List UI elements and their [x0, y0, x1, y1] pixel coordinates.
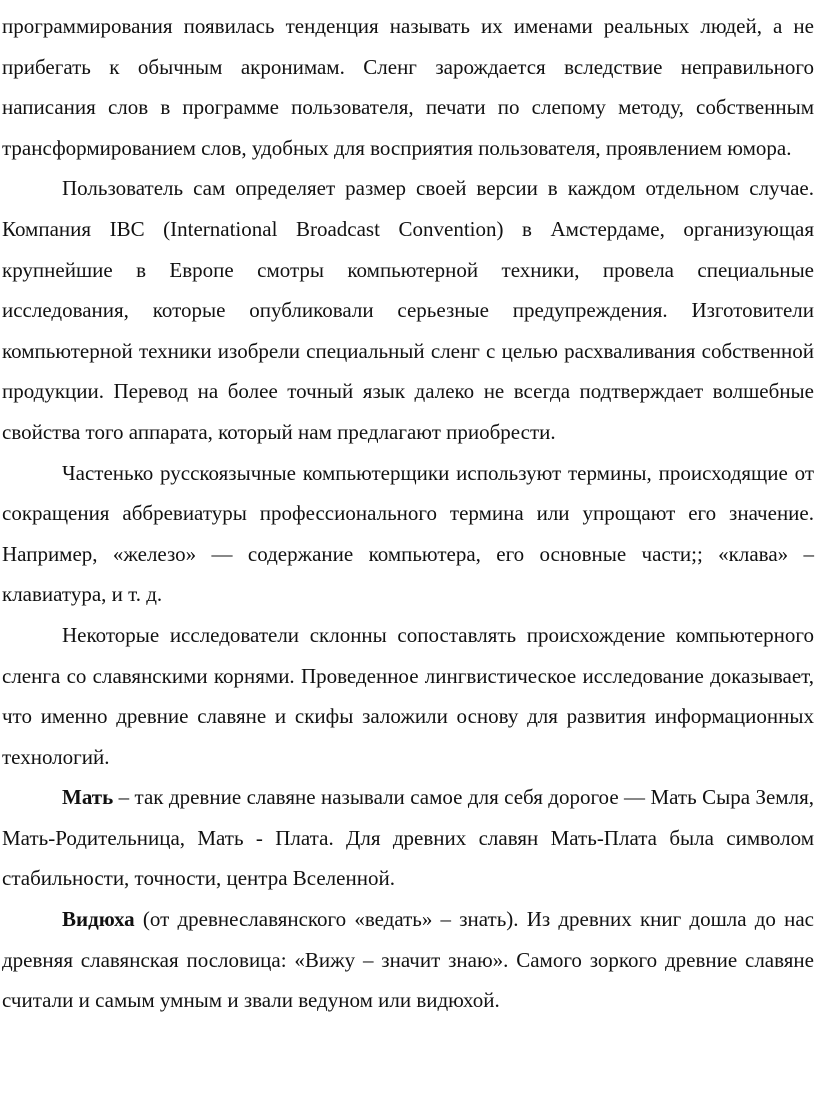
term-mat: Мать	[62, 785, 114, 810]
paragraph-3-text: Частенько русскоязычные компьютерщики используют термины, происходящие от сокращения аббревиатуры профессионального термина или упрощают его значение. Например, «железо» — содержание компьютера, его основные части;; «клава» – клавиатура, и т. д.	[2, 460, 814, 607]
term-vidyukha: Видюха	[62, 907, 135, 932]
paragraph-2-text: Пользователь сам определяет размер своей версии в каждом отдельном случае. Компания IBC (International Broadcast Convention) в Амстердаме, организующая крупнейшие в Европе смотры компьютерной техники, провела специальные исследования, которые опубликовали серьезные предупреждения. Изготовители компьютерной техники изобрели специальный сленг с целью расхваливания собственной продукции. Перевод на более точный язык далеко не всегда подтверждает волшебные свойства того аппарата, который нам предлагают приобрести.	[2, 176, 814, 444]
paragraph-3	[0, 453, 816, 615]
paragraph-2	[0, 168, 816, 452]
paragraph-6-text: (от древнеславянского «ведать» – знать). Из древних книг дошла до нас древняя славянская пословица: «Вижу – значит знаю». Самого зоркого древние славяне считали и самым умным и звали ведуном или видюхой.	[2, 907, 814, 1013]
paragraph-5-text: – так древние славяне называли самое для себя дорогое — Мать Сыра Земля, Мать-Родительница, Мать - Плата. Для древних славян Мать-Плата была символом стабильности, точности, центра Вселенной.	[2, 785, 814, 891]
paragraph-6	[0, 899, 816, 1021]
paragraph-1-text: программирования появилась тенденция называть их именами реальных людей, а не прибегать к обычным акронимам. Сленг зарождается вследствие неправильного написания слов в программе пользователя, печати по слепому методу, собственным трансформированием слов, удобных для восприятия пользователя, проявлением юмора.	[2, 14, 814, 160]
paragraph-1	[0, 6, 816, 168]
paragraph-5	[0, 777, 816, 899]
paragraph-4	[0, 615, 816, 777]
paragraph-4-text: Некоторые исследователи склонны сопоставлять происхождение компьютерного сленга со славянскими корнями. Проведенное лингвистическое исследование доказывает, что именно древние славяне и скифы заложили основу для развития информационных технологий.	[2, 622, 814, 769]
